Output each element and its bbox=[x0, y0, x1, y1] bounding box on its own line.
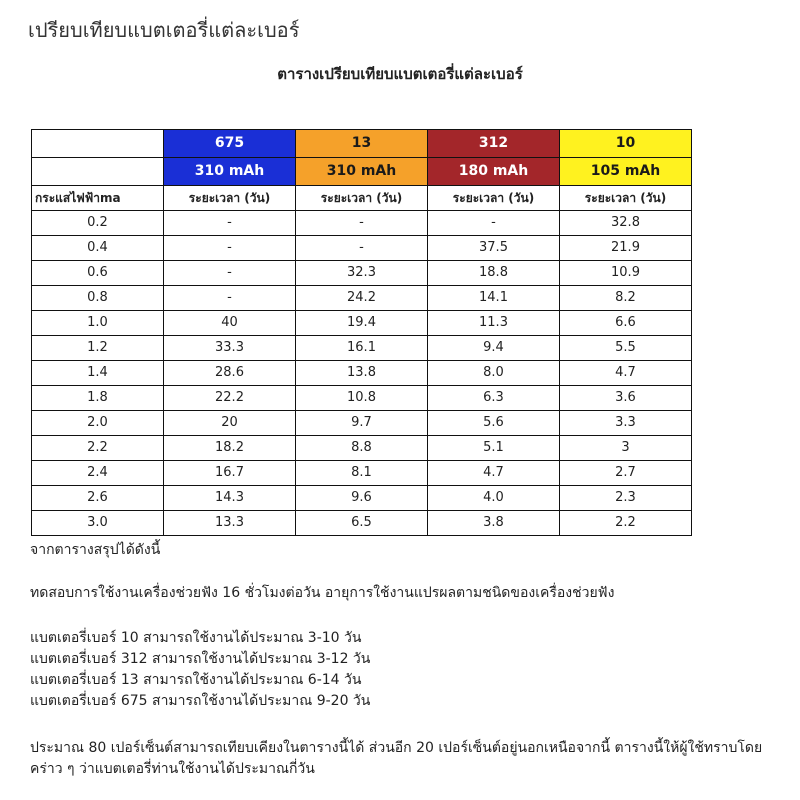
battery-number-row bbox=[32, 130, 692, 158]
duration-value-cell: 8.0 bbox=[428, 361, 560, 386]
duration-value-cell: - bbox=[296, 236, 428, 261]
current-value-cell: 1.0 bbox=[32, 311, 164, 336]
current-value-cell: 1.8 bbox=[32, 386, 164, 411]
duration-value-cell: 20 bbox=[164, 411, 296, 436]
current-value-cell: 3.0 bbox=[32, 511, 164, 536]
table-row bbox=[32, 461, 692, 486]
duration-value-cell: 5.1 bbox=[428, 436, 560, 461]
battery-number-10: 10 bbox=[560, 130, 692, 158]
duration-value-cell: 18.8 bbox=[428, 261, 560, 286]
duration-value-cell: 2.3 bbox=[560, 486, 692, 511]
duration-value-cell: - bbox=[428, 211, 560, 236]
current-value-cell: 0.6 bbox=[32, 261, 164, 286]
duration-value-cell: 3.8 bbox=[428, 511, 560, 536]
duration-value-cell: 10.9 bbox=[560, 261, 692, 286]
battery-capacity-675: 310 mAh bbox=[164, 158, 296, 186]
current-value-cell: 2.0 bbox=[32, 411, 164, 436]
duration-value-cell: 3.3 bbox=[560, 411, 692, 436]
duration-value-cell: 24.2 bbox=[296, 286, 428, 311]
duration-column-header: ระยะเวลา (วัน) bbox=[428, 186, 560, 211]
duration-value-cell: 21.9 bbox=[560, 236, 692, 261]
duration-value-cell: - bbox=[164, 261, 296, 286]
duration-value-cell: 9.6 bbox=[296, 486, 428, 511]
battery-capacity-312: 180 mAh bbox=[428, 158, 560, 186]
battery-life-list bbox=[30, 628, 370, 712]
duration-value-cell: - bbox=[164, 236, 296, 261]
duration-value-cell: 14.3 bbox=[164, 486, 296, 511]
duration-value-cell: 13.8 bbox=[296, 361, 428, 386]
summary-intro: จากตารางสรุปได้ดังนี้ bbox=[30, 542, 161, 558]
duration-value-cell: 8.8 bbox=[296, 436, 428, 461]
battery-number-312: 312 bbox=[428, 130, 560, 158]
table-row bbox=[32, 311, 692, 336]
table-row bbox=[32, 286, 692, 311]
current-value-cell: 2.2 bbox=[32, 436, 164, 461]
capacity-blank-cell bbox=[32, 158, 164, 186]
duration-value-cell: 4.7 bbox=[560, 361, 692, 386]
duration-value-cell: 11.3 bbox=[428, 311, 560, 336]
battery-number-13: 13 bbox=[296, 130, 428, 158]
duration-value-cell: 8.2 bbox=[560, 286, 692, 311]
current-value-cell: 0.2 bbox=[32, 211, 164, 236]
duration-value-cell: 9.4 bbox=[428, 336, 560, 361]
current-value-cell: 0.4 bbox=[32, 236, 164, 261]
current-value-cell: 0.8 bbox=[32, 286, 164, 311]
duration-value-cell: 37.5 bbox=[428, 236, 560, 261]
battery-life-line: แบตเตอรี่เบอร์ 312 สามารถใช้งานได้ประมาณ 3-12 วัน bbox=[30, 651, 371, 667]
duration-value-cell: 13.3 bbox=[164, 511, 296, 536]
table-row bbox=[32, 411, 692, 436]
battery-capacity-row bbox=[32, 158, 692, 186]
duration-value-cell: 14.1 bbox=[428, 286, 560, 311]
duration-value-cell: 33.3 bbox=[164, 336, 296, 361]
duration-value-cell: 9.7 bbox=[296, 411, 428, 436]
duration-value-cell: 10.8 bbox=[296, 386, 428, 411]
battery-life-line: แบตเตอรี่เบอร์ 10 สามารถใช้งานได้ประมาณ 3-10 วัน bbox=[30, 630, 362, 646]
duration-column-header: ระยะเวลา (วัน) bbox=[560, 186, 692, 211]
page-title: เปรียบเทียบแบตเตอรี่แต่ละเบอร์ bbox=[28, 18, 300, 42]
duration-value-cell: 19.4 bbox=[296, 311, 428, 336]
duration-value-cell: 3 bbox=[560, 436, 692, 461]
duration-value-cell: - bbox=[164, 211, 296, 236]
duration-value-cell: 6.3 bbox=[428, 386, 560, 411]
current-value-cell: 2.4 bbox=[32, 461, 164, 486]
table-title: ตารางเปรียบเทียบแบตเตอรี่แต่ละเบอร์ bbox=[277, 65, 523, 83]
duration-column-header: ระยะเวลา (วัน) bbox=[164, 186, 296, 211]
duration-value-cell: 16.7 bbox=[164, 461, 296, 486]
current-value-cell: 1.4 bbox=[32, 361, 164, 386]
header-blank-cell bbox=[32, 130, 164, 158]
current-value-cell: 1.2 bbox=[32, 336, 164, 361]
table-row bbox=[32, 261, 692, 286]
battery-life-line: แบตเตอรี่เบอร์ 13 สามารถใช้งานได้ประมาณ 6-14 วัน bbox=[30, 672, 362, 688]
battery-capacity-10: 105 mAh bbox=[560, 158, 692, 186]
duration-column-header: ระยะเวลา (วัน) bbox=[296, 186, 428, 211]
current-value-cell: 2.6 bbox=[32, 486, 164, 511]
duration-value-cell: 28.6 bbox=[164, 361, 296, 386]
column-header-row bbox=[32, 186, 692, 211]
duration-value-cell: 4.7 bbox=[428, 461, 560, 486]
duration-value-cell: 32.3 bbox=[296, 261, 428, 286]
duration-value-cell: 3.6 bbox=[560, 386, 692, 411]
table-row bbox=[32, 386, 692, 411]
table-row bbox=[32, 486, 692, 511]
table-row bbox=[32, 436, 692, 461]
duration-value-cell: 6.5 bbox=[296, 511, 428, 536]
battery-number-675: 675 bbox=[164, 130, 296, 158]
battery-capacity-13: 310 mAh bbox=[296, 158, 428, 186]
duration-value-cell: 4.0 bbox=[428, 486, 560, 511]
duration-value-cell: 2.2 bbox=[560, 511, 692, 536]
duration-value-cell: 5.5 bbox=[560, 336, 692, 361]
closing-paragraph: ประมาณ 80 เปอร์เซ็นต์สามารถเทียบเคียงในตารางนี้ได้ ส่วนอีก 20 เปอร์เซ็นต์อยู่นอกเหนือจากนี้ ตารางนี้ให้ผู้ใช้ทราบโดยคร่าว ๆ ว่าแบตเตอรี่ท่านใช้งานได้ประมาณกี่วัน bbox=[30, 740, 763, 777]
duration-value-cell: 8.1 bbox=[296, 461, 428, 486]
table-row bbox=[32, 211, 692, 236]
duration-value-cell: 40 bbox=[164, 311, 296, 336]
battery-life-line: แบตเตอรี่เบอร์ 675 สามารถใช้งานได้ประมาณ 9-20 วัน bbox=[30, 693, 371, 709]
table-row bbox=[32, 511, 692, 536]
battery-comparison-table bbox=[31, 129, 692, 536]
duration-value-cell: 6.6 bbox=[560, 311, 692, 336]
duration-value-cell: 18.2 bbox=[164, 436, 296, 461]
duration-value-cell: - bbox=[296, 211, 428, 236]
duration-value-cell: 5.6 bbox=[428, 411, 560, 436]
duration-value-cell: 16.1 bbox=[296, 336, 428, 361]
duration-value-cell: 22.2 bbox=[164, 386, 296, 411]
current-column-header: กระแสไฟฟ้าma bbox=[32, 186, 164, 211]
table-row bbox=[32, 336, 692, 361]
table-row bbox=[32, 236, 692, 261]
duration-value-cell: 32.8 bbox=[560, 211, 692, 236]
duration-value-cell: 2.7 bbox=[560, 461, 692, 486]
summary-body: ทดสอบการใช้งานเครื่องช่วยฟัง 16 ชั่วโมงต่อวัน อายุการใช้งานแปรผลตามชนิดของเครื่องช่วยฟัง bbox=[30, 585, 615, 601]
duration-value-cell: - bbox=[164, 286, 296, 311]
table-row bbox=[32, 361, 692, 386]
